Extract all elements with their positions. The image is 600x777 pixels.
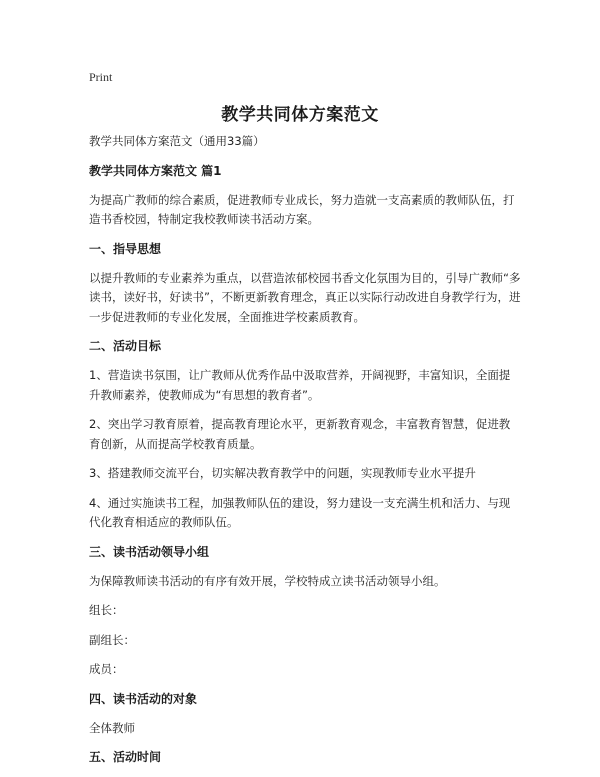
intro-paragraph: 为提高广教师的综合素质，促进教师专业成长，努力造就一支高素质的教师队伍，打造书香校园，特制定我校教师读书活动方案。 <box>89 192 515 226</box>
section-paragraph: 组长： <box>89 603 124 617</box>
section-paragraph: 4、通过实施读书工程，加强教师队伍的建设，努力建设一支充满生机和活力、与现代化教育相适应的教师队伍。 <box>89 495 511 529</box>
section-paragraph: 2、突出学习教育原着，提高教育理论水平，更新教育观念，丰富教育智慧，促进教育创新，从而提高学校教育质量。 <box>89 417 511 451</box>
section-paragraph: 1、营造读书氛围，让广教师从优秀作品中汲取营养，开阔视野，丰富知识，全面提升教师素养，使教师成为“有思想的教育者”。 <box>89 368 511 402</box>
document-body <box>89 132 521 777</box>
document-title: 教学共同体方案范文 <box>221 105 379 125</box>
section-heading: 三、读书活动领导小组 <box>89 544 210 559</box>
section-paragraph: 以提升教师的专业素养为重点，以营造浓郁校园书香文化氛围为目的，引导广教师“多读书，读好书，好读书”，不断更新教育理念，真正以实际行动改进自身教学行为，进一步促进教师的专业化发展，全面推进学校素质教育。 <box>89 270 521 324</box>
section-heading: 一、指导思想 <box>89 241 162 256</box>
article-heading: 教学共同体方案范文 篇1 <box>89 163 222 178</box>
section-paragraph: 成员： <box>89 662 124 676</box>
document-subtitle: 教学共同体方案范文（通用33篇） <box>89 134 265 148</box>
print-link[interactable]: Print <box>89 70 113 84</box>
section-paragraph: 为保障教师读书活动的有序有效开展，学校特成立读书活动领导小组。 <box>89 573 446 588</box>
section-paragraph: 3、搭建教师交流平台，切实解决教育教学中的问题，实现教师专业水平提升 <box>89 466 476 480</box>
section-paragraph: 副组长： <box>89 632 135 647</box>
section-heading: 四、读书活动的对象 <box>89 691 198 706</box>
section-heading: 二、活动目标 <box>89 339 162 353</box>
section-heading: 五、活动时间 <box>89 750 162 764</box>
section-paragraph: 全体教师 <box>89 720 135 735</box>
